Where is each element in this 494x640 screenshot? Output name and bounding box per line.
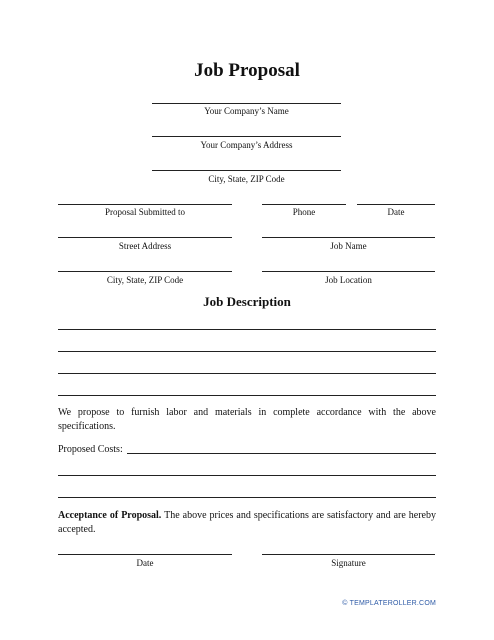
footer-text: TEMPLATEROLLER.COM (349, 600, 436, 607)
costs-extra-line[interactable] (58, 475, 436, 476)
acceptance-label: Acceptance of Proposal. (58, 510, 162, 521)
proposed-costs-label: Proposed Costs: (58, 444, 123, 455)
costs-extra-line[interactable] (58, 497, 436, 498)
signature-line[interactable] (262, 554, 435, 555)
acceptance-paragraph (58, 509, 436, 537)
job-description-line[interactable] (58, 373, 436, 374)
signature-label: Signature (331, 558, 366, 568)
date-line[interactable] (357, 204, 435, 205)
company-address-line[interactable] (152, 136, 341, 137)
acceptance-date-line[interactable] (58, 554, 232, 555)
job-description-line[interactable] (58, 395, 436, 396)
client-city-line[interactable] (58, 271, 232, 272)
submitted-to-label: Proposal Submitted to (104, 207, 185, 217)
company-city-line[interactable] (152, 170, 341, 171)
acceptance-date-label: Date (136, 558, 154, 568)
copyright-icon: © (342, 600, 348, 607)
street-address-line[interactable] (58, 237, 232, 238)
company-name-line[interactable] (152, 103, 341, 104)
proposal-statement: We propose to furnish labor and materials in complete accordance with the above specifications. (58, 407, 436, 432)
date-label: Date (387, 207, 405, 217)
street-address-label: Street Address (118, 241, 172, 251)
job-description-line[interactable] (58, 329, 436, 330)
job-name-line[interactable] (262, 237, 435, 238)
company-name-label: Your Company’s Name (204, 106, 289, 116)
job-description-heading: Job Description (203, 294, 291, 309)
company-city-label: City, State, ZIP Code (208, 174, 285, 184)
phone-label: Phone (292, 207, 316, 217)
proposed-costs-line[interactable] (127, 453, 436, 454)
job-name-label: Job Name (330, 241, 367, 251)
phone-line[interactable] (262, 204, 346, 205)
job-description-line[interactable] (58, 351, 436, 352)
footer-link[interactable] (342, 599, 436, 608)
submitted-to-line[interactable] (58, 204, 232, 205)
acceptance-text: The above prices and specifications are satisfactory and are hereby accepted. (58, 510, 436, 535)
job-location-line[interactable] (262, 271, 435, 272)
client-city-label: City, State, ZIP Code (106, 275, 184, 285)
company-address-label: Your Company’s Address (200, 140, 293, 150)
job-location-label: Job Location (325, 275, 372, 285)
page-title: Job Proposal (194, 60, 300, 81)
